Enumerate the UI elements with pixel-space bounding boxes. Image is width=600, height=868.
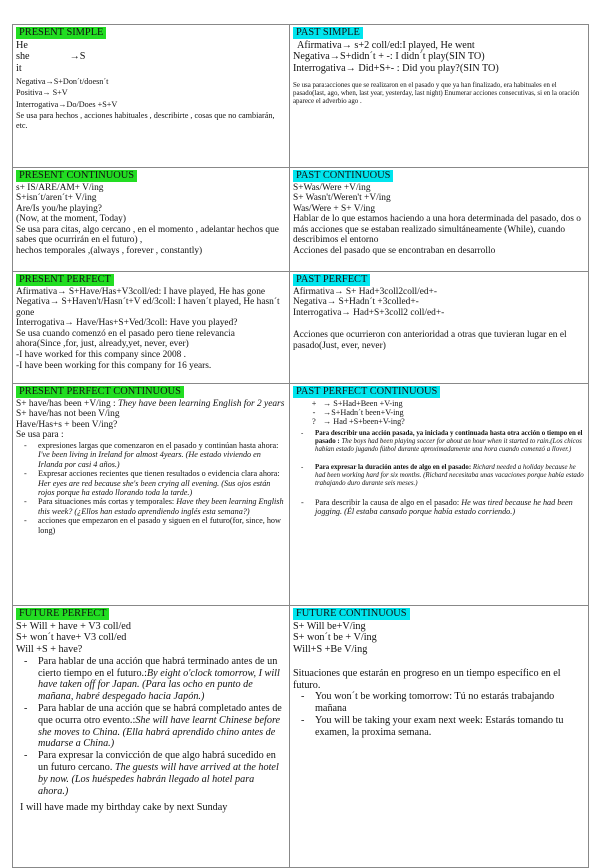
past-continuous-cell [290,168,589,272]
fp-affirmative: S+ Will + have + V3 coll/ed [16,620,131,632]
pp-affirmative: Afirmativa→ S+Have/Has+V3coll/ed: I have played, He has gone [16,286,266,297]
pc-negative: S+isn´t/aren´t+ V/ing [16,193,97,204]
list-item: - You will be taking your exam next week: Estarás tomando tu examen, la proxima semana. [315,715,585,739]
ppc-affirmative-example: They have been learning English for 2 years [117,398,285,409]
ps-line-she: she →S [16,51,86,63]
pp-usage: Se usa cuando comenzó en el pasado pero tiene relevancia [16,328,235,339]
pc-interrogative: Are/Is you/he playing? [16,203,102,214]
tenses-table [12,24,589,868]
fp-example: I will have made my birthday cake by next Sunday [20,802,228,814]
present-perfect-continuous-title: PRESENT PERFECT CONTINUOUS [16,386,184,398]
fp-interrogative: Will +S + have? [16,644,83,656]
past-perfect-title: PAST PERFECT [293,274,370,286]
present-continuous-title: PRESENT CONTINUOUS [16,170,137,182]
pc-affirmative: s+ IS/ARE/AM+ V/ing [16,182,104,193]
pp-example-2: -I have been working for this company for 16 years. [16,360,212,371]
ppc-usage-list [16,441,286,535]
ps-positive: Positiva→ S+V [16,88,68,98]
future-continuous-title: FUTURE CONTINUOUS [293,608,410,620]
pp-interrogative: Interrogativa→ Have/Has+S+Ved/3coll: Have you played? [16,318,238,329]
ppc-usage-label: Se usa para : [16,430,64,441]
pac-usage-2: Acciones del pasado que se encontraban en desarrollo [293,246,496,257]
fp-negative: S+ won´t have+ V3 coll/ed [16,632,127,644]
pap-negative: Negativa→ S+Hadn´t +3colled+- [293,297,419,308]
list-item: - acciones que empezaron en el pasado y siguen en el futuro(for, since, how long) [38,516,286,535]
pp-example-1: -I have worked for this company since 2008 . [16,350,187,361]
past-continuous-title: PAST CONTINUOUS [293,170,393,182]
present-simple-cell [13,25,290,168]
ps-negative: Negativa→S+Don´t/doesn´t [16,76,109,86]
ps-line-he: He [16,39,28,51]
fc-interrogative: Will+S +Be V/ing [293,644,368,656]
papc-form-positive: + → S+Had+Been +V-ing [311,398,403,408]
fc-usage-list [293,691,585,738]
present-simple-title: PRESENT SIMPLE [16,27,106,39]
fc-affirmative: S+ Will be+V/ing [293,620,366,632]
pc-markers: (Now, at the moment, Today) [16,214,126,225]
pac-negative: S+ Wasn't/Weren't +V/ing [293,193,391,204]
fc-usage: Situaciones que estarán en progreso en un tiempo específico en el futuro. [293,667,561,691]
past-perfect-continuous-title: PAST PERFECT CONTINUOUS [293,386,440,398]
future-perfect-title: FUTURE PERFECT [16,608,109,620]
ppc-negative: S+ have/has not been V/ing [16,409,120,420]
pas-negative: Negativa→S+didn´t + -: I didn´t play(SIN TO) [293,51,485,63]
pap-interrogative: Interrogativa→ Had+S+3coll2 coll/ed+- [293,307,445,318]
present-perfect-cell [13,272,290,384]
papc-form-negative: - →S+Hadn´t been+V-ing [312,407,404,417]
list-item: - You won´t be working tomorrow: Tú no estarás trabajando mañana [315,691,585,715]
pp-negative: Negativa→ S+Haven't/Hasn´t+V ed/3coll: I haven´t played, He hasn´t gone [16,297,280,318]
past-perfect-continuous-cell [290,384,589,606]
pp-markers: ahora(Since ,for, just, already,yet, never, ever) [16,339,189,350]
pap-affirmative: Afirmativa→ S+ Had+3coll2coll/ed+- [293,286,437,297]
pas-interrogative: Interrogativa→ Did+S+- : Did you play?(SIN TO) [293,63,499,75]
ppc-interrogative: Have/Has+s + been V/ing? [16,419,118,430]
future-continuous-cell [290,606,589,868]
past-perfect-cell [290,272,589,384]
past-simple-title: PAST SIMPLE [293,27,363,39]
list-item: - Para expresar la convicción de que algo habrá sucedido en un futuro cercano. The guests will have arrived at the hotel by now. (Los huéspedes habrán llegado al hotel para ahora.) [38,750,286,797]
fc-negative: S+ won´t be + V/ing [293,632,377,644]
list-item: - Para describir una acción pasada, ya iniciada y continuada hasta otra acción o tiempo en el pasado : The boys had been playing soccer for about an hour when it started to rain.(Los chicos habían estado jugando fútbol durante aproximadamente una hora cuando comenzó a llover.) [315,430,585,454]
list-item: - expresiones largas que comenzaron en el pasado y continúan hasta ahora: I've been living in Ireland for almost 4years. (He estado viviendo en Irlanda por casi 4 años.) [38,441,286,469]
list-item: - Para hablar de una acción que habrá terminado antes de un cierto tiempo en el futuro.:By eight o'clock tomorrow, I will have taken off for Japan. (Para las ocho en punto de mañana, habré despegado hacia Japón.) [38,656,286,703]
pac-usage: Hablar de lo que estamos haciendo a una hora determinada del pasado, dos o más acciones que se estaban realizado simultáneamente (While), cuando describimos el entorno [293,214,581,246]
present-perfect-continuous-cell [13,384,290,606]
ps-line-it: it [16,63,22,75]
pac-interrogative: Was/Were + S+ V/ing [293,203,376,214]
papc-usage-list [293,430,585,517]
ps-usage: Se usa para hechos , acciones habituales , describirte , cosas que no cambiarán, etc. [16,111,275,130]
list-item: - Expresar acciones recientes que tienen resultados o evidencia clara ahora: Her eyes are red because she's been crying all evening. (Sus ojos están rojos porque ha estado llorando toda la tarde.) [38,469,286,497]
pas-affirmative: Afirmativa→ s+2 coll/ed:I played, He went [297,39,475,51]
ppc-affirmative: S+ have/has been +V/ing : They have been learning English for 2 years [16,398,285,409]
past-simple-cell [290,25,589,168]
pas-usage: Se usa para:acciones que se realizaron en el pasado y que ya han finalizado, era habituales en el pasado(last, ago, when, last year, yesterday, last night) Enumerar acciones consecutivas, si en la oración aparece el adverbio ago . [293,81,580,105]
pc-usage: Se usa para citas, algo cercano , en el momento , adelantar hechos que sabes que ocurrirán en el futuro) , [16,224,279,246]
pap-usage: Acciones que ocurrieron con anterioridad a otras que tuvieran lugar en el pasado(Just, ever, never) [293,330,567,351]
present-continuous-cell [13,168,290,272]
future-perfect-cell [13,606,290,868]
ps-arrow: →S [69,51,86,63]
pc-temporary: hechos temporales ,(always , forever , constantly) [16,246,203,257]
pac-affirmative: S+Was/Were +V/ing [293,182,371,193]
list-item: - Para situaciones más cortas y temporales: Have they been learning English this week? (¿Ellos han estado aprendiendo inglés esta semana?) [38,497,286,516]
grammar-sheet [12,24,588,868]
fp-usage-list [16,656,286,798]
list-item: - Para expresar la duración antes de algo en el pasado: Richard needed a holiday because he had been working hard for six months. (Richard necesitaba unas vacaciones porque había estado trabajando duro durante seis meses.) [315,464,585,488]
ps-interrogative: Interrogativa→Do/Does +S+V [16,99,118,109]
list-item: - Para describir la causa de algo en el pasado: He was tired because he had been jogging. (Él estaba cansado porque había estado corriendo.) [315,498,585,517]
papc-form-question: ? → Had +S+been+V-ing? [312,417,405,427]
present-perfect-title: PRESENT PERFECT [16,274,114,286]
list-item: - Para hablar de una acción que se habrá completado antes de que ocurra otro evento.:She will have learnt Chinese before she moves to China. (Ella habrá aprendido chino antes de mudarse a China.) [38,703,286,750]
